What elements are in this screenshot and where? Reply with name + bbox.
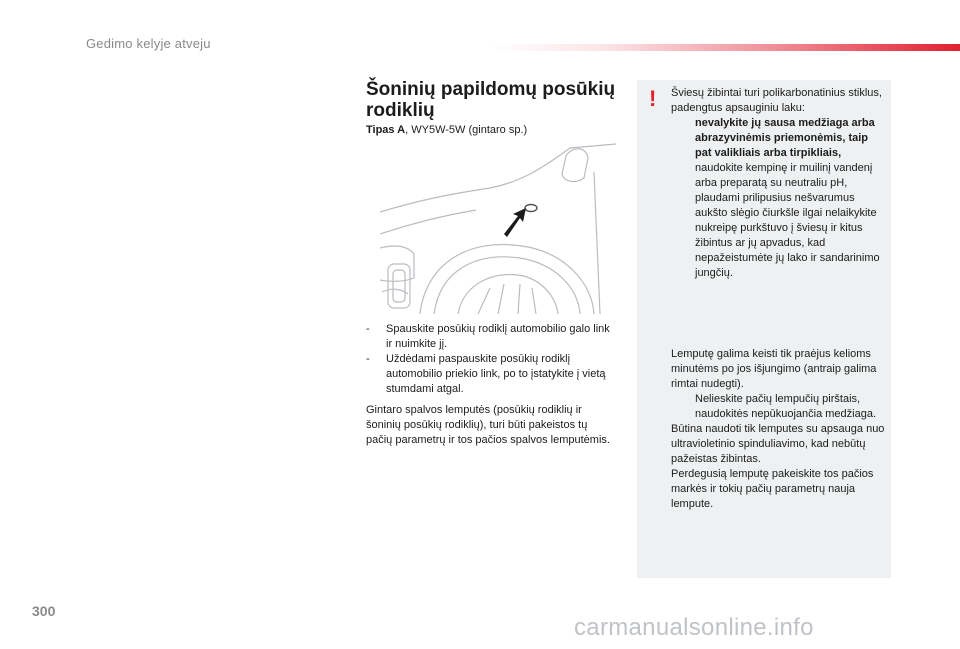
step-item: - Spauskite posūkių rodiklį automobilio galo link ir nuimkite jį. [366, 322, 616, 352]
header-accent-bar [492, 44, 960, 51]
page-number: 300 [32, 603, 56, 619]
warning-text [671, 86, 885, 281]
warning-item: naudokite kempinę ir muilinį vandenį arba preparatą su neutraliu pH, [695, 162, 873, 189]
info-paragraph: Lemputę galima keisti tik praėjus kelioms minutėms po jos išjungimo (antraip galima rimtai nudegti). [671, 348, 877, 390]
bulb-type [366, 124, 527, 136]
info-item: Nelieskite pačių lempučių pirštais, naudokitės nepūkuojančia medžiaga. [695, 393, 877, 420]
warning-item: nevalykite jų sausa medžiaga arba abrazyvinėmis priemonėmis, taip pat valikliais arba tirpikliais, [695, 117, 875, 159]
step-item: - Uždėdami paspauskite posūkių rodiklį automobilio priekio link, po to įstatykite į vietą stumdami atgal. [366, 352, 616, 397]
warning-intro: Šviesų žibintai turi polikarbonatinius stiklus, padengtus apsauginiu laku: [671, 87, 882, 114]
bulb-type-label: Tipas A [366, 124, 406, 136]
illustration-background [380, 142, 616, 314]
watermark: carmanualsonline.info [574, 614, 814, 641]
warning-item: plaudami prilipusius nešvarumus aukšto slėgio čiurkšle ilgai nelaikykite nukreipę purkštuvo į šviesų ir kitus žibintus ar jų apvadus, kad nepažeistumėte jų lako ir sandarinimo jungčių. [695, 192, 880, 279]
body-paragraph: Gintaro spalvos lemputės (posūkių rodiklių ir šoninių posūkių rodiklių), turi būti pakeistos tų pačių parametrų ir tos pačios spalvos lemputėmis. [366, 404, 610, 446]
steps-list [366, 322, 616, 397]
warning-panel [637, 80, 891, 578]
warning-icon: ! [649, 86, 657, 111]
bulb-type-value: , WY5W-5W (gintaro sp.) [405, 124, 528, 136]
side-indicator-illustration [380, 142, 616, 314]
info-paragraph: Būtina naudoti tik lemputes su apsauga nuo ultravioletinio spinduliavimo, kad nebūtų pažeistas žibintas. [671, 423, 885, 465]
warning-list [671, 116, 885, 281]
info-text [671, 347, 885, 512]
section-title: Šoninių papildomų posūkių rodiklių [366, 79, 616, 121]
info-list [671, 392, 885, 422]
header-title: Gedimo kelyje atveju [86, 36, 211, 51]
info-paragraph: Perdegusią lemputę pakeiskite tos pačios markės ir tokių pačių parametrų nauja lempute. [671, 468, 874, 510]
